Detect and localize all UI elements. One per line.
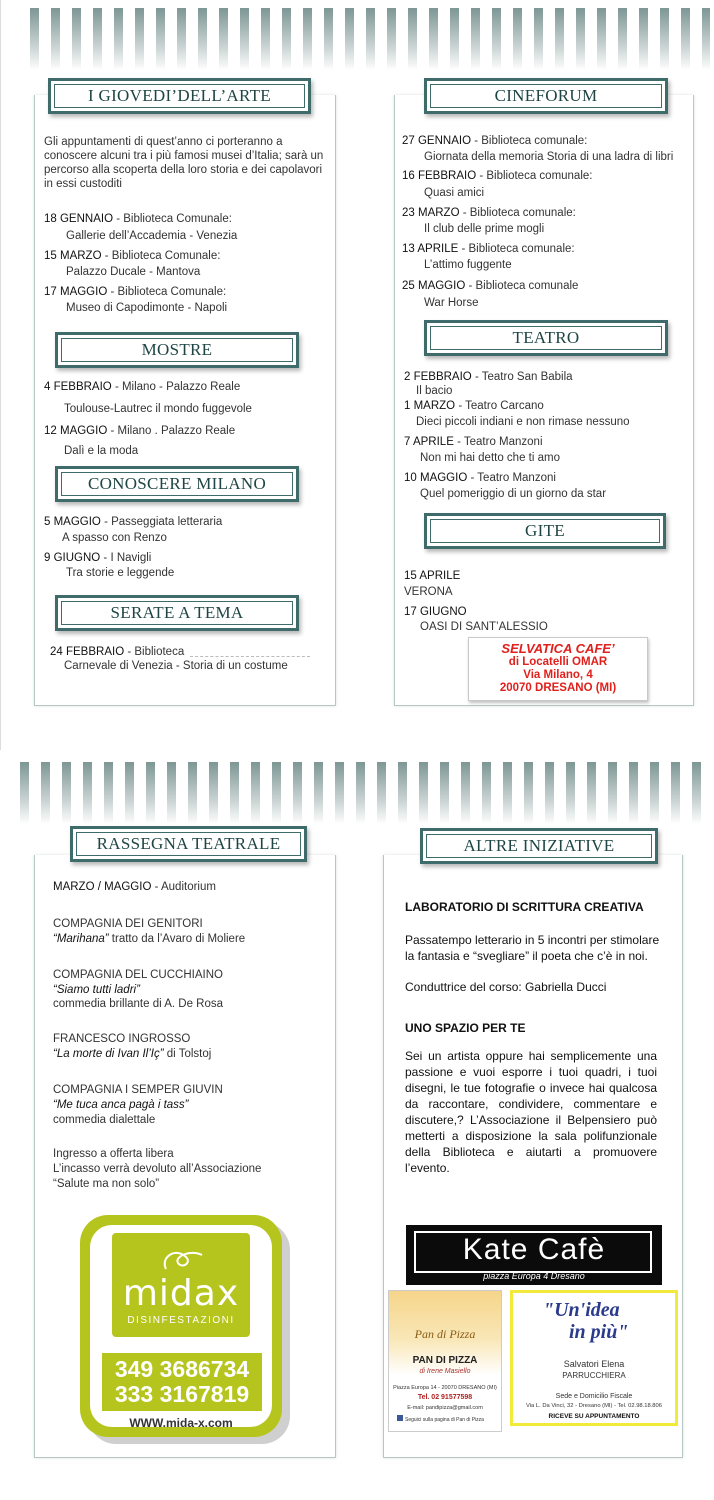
arte-item-1-place: - Biblioteca Comunale: [113,213,232,225]
idea-name-1: "Un'idea [543,1299,620,1321]
arte-item-2-place: - Biblioteca Comunale: [101,250,221,262]
cine-item-4 [402,242,575,256]
teatro-item-4 [404,471,556,485]
rassegna-group-3-show [53,1047,211,1061]
idea-role: PARRUCCHIERA [562,1371,626,1380]
serate-item-1-date: 24 FEBBRAIO [50,646,125,658]
serate-item-1-detail: Carnevale di Venezia - Storia di un costume [64,660,288,672]
mostre-item-1-detail: Toulouse-Lautrec il mondo fuggevole [64,403,252,415]
idea-appt: RICEVE SU APPUNTAMENTO [548,1413,640,1420]
mostre-item-1 [44,380,240,394]
kate-cafe-ad [406,1225,662,1285]
cine-item-5-detail: War Horse [424,297,479,309]
mostre-item-2-date: 12 MAGGIO [44,425,108,437]
lab-text: Passatempo letterario in 5 incontri per stimolare la fantasia e “svegliare” il poeta che c’è in noi. [405,933,660,963]
midax-web: WWW.mida-x.com [129,1416,233,1430]
arte-item-1-detail: Gallerie dell’Accademia - Venezia [66,230,238,242]
gite-item-2-date: 17 GIUGNO [404,606,467,618]
spazio-title: UNO SPAZIO PER TE [405,1021,526,1035]
teatro-item-2-detail: Dieci piccoli indiani e non rimase nessuno [416,416,630,428]
cine-item-5-date: 25 MAGGIO [402,280,466,292]
rassegna-group-1-note: tratto da l’Avaro di Moliere [108,933,246,945]
spazio-text: Sei un artista oppure hai semplicemente una passione e vuoi esporre i tuoi quadri, i tuoi disegni, le tue fotografie o invece hai qualcosa da raccontare, condividere, commentare e discutere,? L’Associazione il Belpensiero può metterti a disposizione la sala polifunzionale della Biblioteca e aiutarti a promuovere l’evento. [405,1049,657,1175]
gite-item-2-detail: OASI DI SANT’ALESSIO [420,621,548,633]
pizza-email: E-mail: pandipizza@gmail.com [407,1405,483,1411]
rassegna-group-1-company: COMPAGNIA DEI GENITORI [53,918,203,930]
selvatica-name: SELVATICA CAFE’ [501,641,615,656]
midax-logo-box [112,1233,250,1337]
arte-item-3-detail: Museo di Capodimonte - Napoli [66,302,228,314]
rassegna-group-3-note: di Tolstoj [163,1048,212,1060]
teatro-item-3-detail: Non mi hai detto che ti amo [420,452,560,464]
midax-phone-1: 349 3686734 [114,1356,250,1382]
mostre-item-2 [44,424,235,438]
altre-heading: ALTRE INIZIATIVE [420,828,658,864]
rassegna-group-1-title: “Marihana” [53,933,109,945]
pizza-logo: Pan di Pizza [414,1327,476,1341]
kate-cafe-name: Kate Cafè [462,1233,606,1266]
pizza-fb-text: Seguici sulla pagina di Pan di Pizza [405,1417,484,1423]
rassegna-group-4-title: “Me tuca anca pagà i tass” [53,1099,189,1111]
arte-item-2 [44,249,220,263]
selvatica-street: Via Milano, 4 [523,669,593,681]
arte-item-2-date: 15 MARZO [44,250,102,262]
arte-item-3-date: 17 MAGGIO [44,286,108,298]
idea-addr: Via L. Da Vinci, 32 - Dresano (MI) - Tel. 02.98.18.806 [526,1403,662,1409]
rassegna-footer-2: L’incasso verrà devoluto all’Associazione [53,1163,262,1175]
cine-item-5-place: - Biblioteca comunale [465,280,579,292]
arte-item-3 [44,285,226,299]
mostre-heading: MOSTRE [55,332,299,368]
rassegna-heading: RASSEGNA TEATRALE [70,826,307,862]
milano-item-1 [44,515,222,529]
facebook-icon [397,1415,403,1421]
idea-owner: Salvatori Elena [563,1359,625,1369]
milano-item-2-place: - I Navigli [100,552,152,564]
pizza-name: PAN DI PIZZA [412,1355,478,1366]
cine-item-1-date: 27 GENNAIO [402,135,472,147]
rassegna-group-3-title: “La morte di Ivan Il’Iç” [53,1048,164,1060]
rassegna-group-4-extra: commedia dialettale [53,1114,156,1126]
lab-title: LABORATORIO DI SCRITTURA CREATIVA [405,900,644,914]
rassegna-head [53,880,216,894]
cine-item-2 [402,169,592,183]
teatro-heading: TEATRO [424,320,668,356]
milano-item-1-detail: A spasso con Renzo [62,532,167,544]
mostre-item-1-place: - Milano - Palazzo Reale [111,381,241,393]
arte-item-3-place: - Biblioteca Comunale: [107,286,227,298]
cine-item-3 [402,206,576,220]
milano-item-2 [44,551,151,565]
milano-heading: CONOSCERE MILANO [55,466,299,502]
idea-in-piu-ad [510,1290,678,1426]
idea-sede: Sede e Domicilio Fiscale [555,1393,633,1400]
teatro-item-3-date: 7 APRILE [404,436,454,448]
teatro-item-2-place: - Teatro Carcano [455,400,544,412]
rassegna-head-date: MARZO / MAGGIO [53,881,152,893]
arte-item-2-detail: Palazzo Ducale - Mantova [66,266,201,278]
cine-item-3-date: 23 MARZO [402,207,460,219]
cine-item-2-date: 16 FEBBRAIO [402,170,477,182]
serate-divider [190,656,310,657]
top-stripes-decoration [30,8,710,70]
teatro-item-1-place: - Teatro San Babila [471,371,573,383]
midax-phone-box [102,1353,262,1411]
milano-item-1-place: - Passeggiata letteraria [100,516,223,528]
rassegna-group-2-title: “Siamo tutti ladri” [53,984,140,996]
cine-item-4-detail: L’attimo fuggente [424,259,512,271]
rassegna-group-4-company: COMPAGNIA I SEMPER GIUVIN [53,1084,223,1096]
kate-cafe-sub: piazza Europa 4 Dresano [483,1271,585,1281]
milano-item-2-date: 9 GIUGNO [44,552,101,564]
serate-item-1 [50,645,184,659]
midax-ad-inner [90,1225,272,1430]
teatro-item-1-detail: Il bacio [416,385,453,397]
teatro-item-2-date: 1 MARZO [404,400,456,412]
arte-intro: Gli appuntamenti di quest’anno ci porteranno a conoscere alcuni tra i più famosi musei d’Italia; sarà un percorso alla scoperta della loro storia e dei capolavori in essi custoditi [44,136,324,190]
cine-item-1-detail: Giornata della memoria Storia di una ladra di libri [424,151,674,163]
cine-item-3-place: - Biblioteca comunale: [459,207,576,219]
pizza-fb [397,1415,484,1423]
cine-item-4-place: - Biblioteca comunale: [458,243,575,255]
arte-item-1 [44,212,232,226]
mostre-item-2-detail: Dalì e la moda [64,445,139,457]
gite-item-1-date: 15 APRILE [404,570,461,582]
lab-lead: Conduttrice del corso: Gabriella Ducci [405,980,607,994]
serate-heading: SERATE A TEMA [55,595,299,631]
midax-ad [80,1215,282,1437]
teatro-item-1-date: 2 FEBBRAIO [404,371,472,383]
midax-swirl-icon [156,1243,216,1275]
selvatica-owner: di Locatelli OMAR [508,656,608,668]
rassegna-group-2-company: COMPAGNIA DEL CUCCHIAINO [53,969,223,981]
rassegna-group-2-extra: commedia brillante di A. De Rosa [53,998,224,1010]
bottom-stripes-decoration [20,762,710,824]
cine-item-5 [402,279,578,293]
arte-item-1-date: 18 GENNAIO [44,213,114,225]
gite-heading: GITE [424,513,666,549]
pizza-addr: Piazza Europa 14 - 20070 DRESANO (MI) [393,1385,497,1391]
cine-item-4-date: 13 APRILE [402,243,459,255]
teatro-item-4-place: - Teatro Manzoni [467,472,556,484]
milano-item-1-date: 5 MAGGIO [44,516,101,528]
teatro-item-1 [404,370,573,384]
milano-item-2-detail: Tra storie e leggende [66,567,175,579]
cine-item-3-detail: Il club delle prime mogli [424,223,545,235]
cine-item-1 [402,134,587,148]
cineforum-heading: CINEFORUM [424,78,668,114]
rassegna-footer-3: “Salute ma non solo” [53,1178,160,1190]
teatro-item-4-date: 10 MAGGIO [404,472,468,484]
mostre-item-1-date: 4 FEBBRAIO [44,381,112,393]
rassegna-footer-1: Ingresso a offerta libera [53,1148,174,1160]
cine-item-1-place: - Biblioteca comunale: [471,135,588,147]
selvatica-city: 20070 DRESANO (MI) [499,682,617,694]
teatro-item-2 [404,399,544,413]
pan-di-pizza-ad [388,1290,502,1432]
cine-item-2-place: - Biblioteca comunale: [476,170,593,182]
top-page-edge [0,0,1,750]
midax-sub: DISINFESTAZIONI [127,1315,235,1326]
gite-item-1-detail: VERONA [404,586,453,598]
rassegna-head-place: - Auditorium [151,881,216,893]
teatro-item-3-place: - Teatro Manzoni [453,436,543,448]
mostre-item-2-place: - Milano . Palazzo Reale [107,425,236,437]
teatro-item-3 [404,435,543,449]
teatro-item-4-detail: Quel pomeriggio di un giorno da star [420,488,607,500]
pizza-tel: Tel. 02 91577598 [417,1394,473,1401]
rassegna-group-1-show [53,932,245,946]
midax-phone-2: 333 3167819 [114,1381,250,1407]
midax-brand: midax [122,1273,240,1314]
arte-heading: I GIOVEDI’DELL’ARTE [48,78,311,114]
cine-item-2-detail: Quasi amici [424,187,485,199]
rassegna-group-3-company: FRANCESCO INGROSSO [53,1033,191,1045]
idea-name-2: in più" [569,1321,629,1343]
pizza-owner: di Irene Masiello [419,1368,471,1375]
serate-item-1-place: - Biblioteca [124,646,185,658]
selvatica-cafe-ad [468,637,648,701]
